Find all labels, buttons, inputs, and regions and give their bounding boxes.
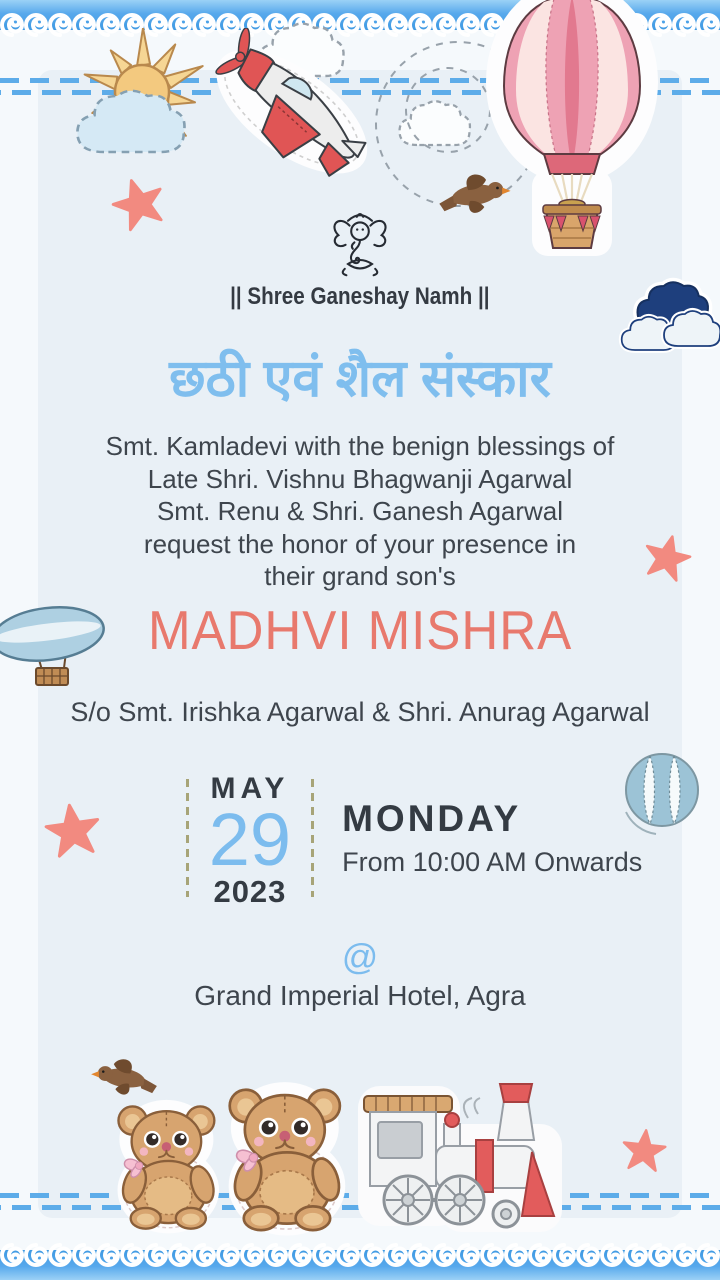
intro-line: their grand son's [264,561,456,591]
invocation-line: || Shree Ganeshay Namh || [230,283,490,310]
event-month: MAY [210,772,290,805]
date-dash-right [311,779,314,897]
intro-paragraph [0,430,720,593]
at-symbol: @ [341,936,379,977]
event-time: From 10:00 AM Onwards [342,847,643,877]
ganesha-icon [322,208,398,280]
event-day: 29 [208,798,292,881]
child-name: MADHVI MISHRA [147,599,573,661]
date-dash-left [186,779,189,897]
intro-line: request the honor of your presence in [143,528,577,559]
teddy-bears-sticker [102,1078,422,1240]
event-weekday: MONDAY [342,798,522,839]
star-icon [614,1120,674,1180]
ceremony-title: छठी एवं शैल संस्कार [169,350,551,408]
intro-line: Late Shri. Vishnu Bhagwanji Agarwal [147,463,573,494]
month-day-year [208,772,292,910]
intro-line: Smt. Renu & Shri. Ganesh Agarwal [156,496,564,526]
intro-line: Smt. Kamladevi with the benign blessings of [105,431,615,461]
sun-icon [60,28,220,178]
star-icon [109,173,169,233]
weekday-time [342,798,642,904]
event-year: 2023 [213,874,287,910]
airplane-sticker [198,28,388,193]
bird-icon [436,164,514,228]
event-venue: Grand Imperial Hotel, Agra [194,980,526,1011]
event-date-block [0,772,720,910]
parents-line: S/o Smt. Irishka Agarwal & Shri. Anurag Agarwal [70,697,650,727]
